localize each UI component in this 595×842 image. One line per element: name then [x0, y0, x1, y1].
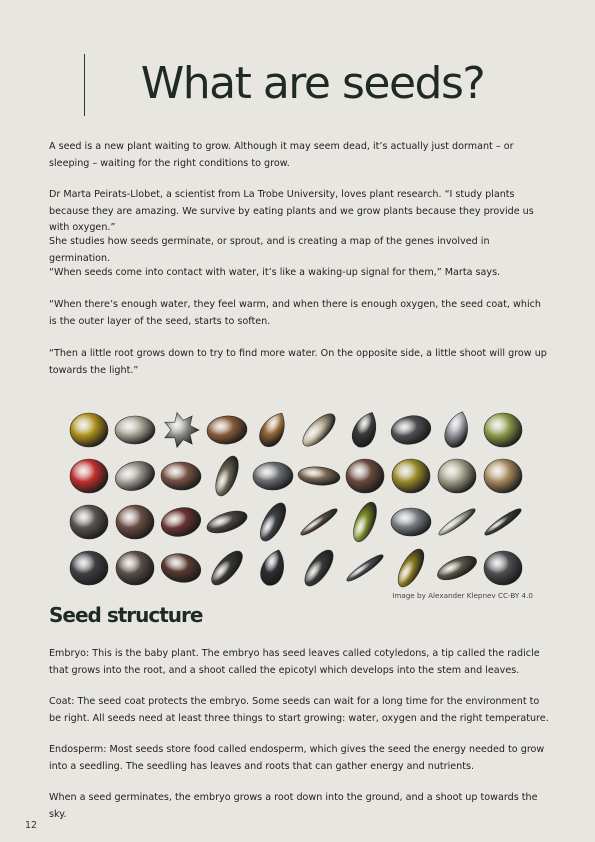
seed	[438, 459, 476, 493]
seeds-image	[66, 407, 526, 591]
seed	[389, 413, 433, 448]
page-number: 12	[25, 820, 38, 831]
seed	[255, 499, 291, 545]
seed	[300, 546, 339, 591]
seed	[436, 506, 477, 539]
seed	[116, 505, 154, 539]
seed	[70, 505, 108, 539]
paragraph: Endosperm: Most seeds store food called endosperm, which gives the seed the energy needed to grow into a seedling. The seedling has leaves and roots that can gather energy and nutrients.	[49, 744, 545, 772]
seed	[116, 551, 154, 585]
seed	[482, 506, 523, 539]
seed	[70, 459, 108, 493]
seed	[165, 413, 199, 448]
seed	[298, 506, 339, 539]
paragraph: “When there’s enough water, they feel warm, and when there is enough oxygen, the seed coat, which is the outer layer of the seed, starts to soften.	[49, 299, 541, 327]
seed	[112, 457, 158, 495]
seed	[298, 409, 340, 451]
seed	[70, 551, 108, 585]
seed	[211, 453, 243, 499]
seed	[392, 459, 430, 493]
seed	[206, 546, 247, 590]
seed	[348, 408, 382, 450]
seed	[253, 462, 293, 491]
paragraph: Embryo: This is the baby plant. The embryo has seed leaves called cotyledons, a tip called the radicle that grows into the root, and a shoot called the epicotyl which develops into the stem and leaves.	[49, 648, 540, 676]
paragraph: “When seeds come into contact with water, it’s like a waking-up signal for them,” Marta says.	[49, 267, 501, 278]
seed	[206, 414, 248, 445]
seed	[484, 459, 522, 493]
seed	[297, 465, 340, 487]
paragraph: When a seed germinates, the embryo grows a root down into the ground, and a shoot up towards the sky.	[49, 792, 538, 820]
seed	[484, 413, 522, 447]
paragraph: A seed is a new plant waiting to grow. Although it may seem dead, it’s actually just dormant – or sleeping – waiting for the right conditions to grow.	[49, 141, 514, 169]
section-heading: Seed structure	[49, 603, 203, 627]
seed	[70, 413, 108, 447]
seed	[161, 461, 202, 490]
paragraph: Dr Marta Peirats-Llobet, a scientist from La Trobe University, loves plant research. “I study plants because they are amazing. We survive by eating plants and we grow plants because they provide us with oxygen.”	[49, 189, 534, 233]
page-title: What are seeds?	[140, 58, 485, 109]
seed	[159, 550, 204, 586]
seed	[434, 551, 480, 585]
seed	[442, 409, 473, 451]
seed	[115, 415, 156, 444]
seed	[204, 507, 250, 538]
paragraph: She studies how seeds germinate, or sprout, and is creating a map of the genes involved in germination.	[49, 236, 490, 264]
seed	[255, 408, 292, 451]
seed	[257, 547, 289, 589]
seed	[158, 504, 203, 540]
seed	[346, 459, 384, 493]
seed	[484, 551, 522, 585]
seed	[344, 552, 385, 585]
seed	[391, 508, 431, 536]
paragraph: “Then a little root grows down to try to find more water. On the opposite side, a little shoot will grow up towards the light.”	[49, 348, 547, 376]
image-credit: Image by Alexander Klepnev CC-BY 4.0	[392, 591, 533, 600]
seed	[393, 545, 429, 590]
paragraph: Coat: The seed coat protects the embryo. Some seeds can wait for a long time for the environment to be right. All seeds need at least three things to start growing: water, oxygen and the right temperature.	[49, 696, 549, 724]
seed	[349, 499, 381, 545]
